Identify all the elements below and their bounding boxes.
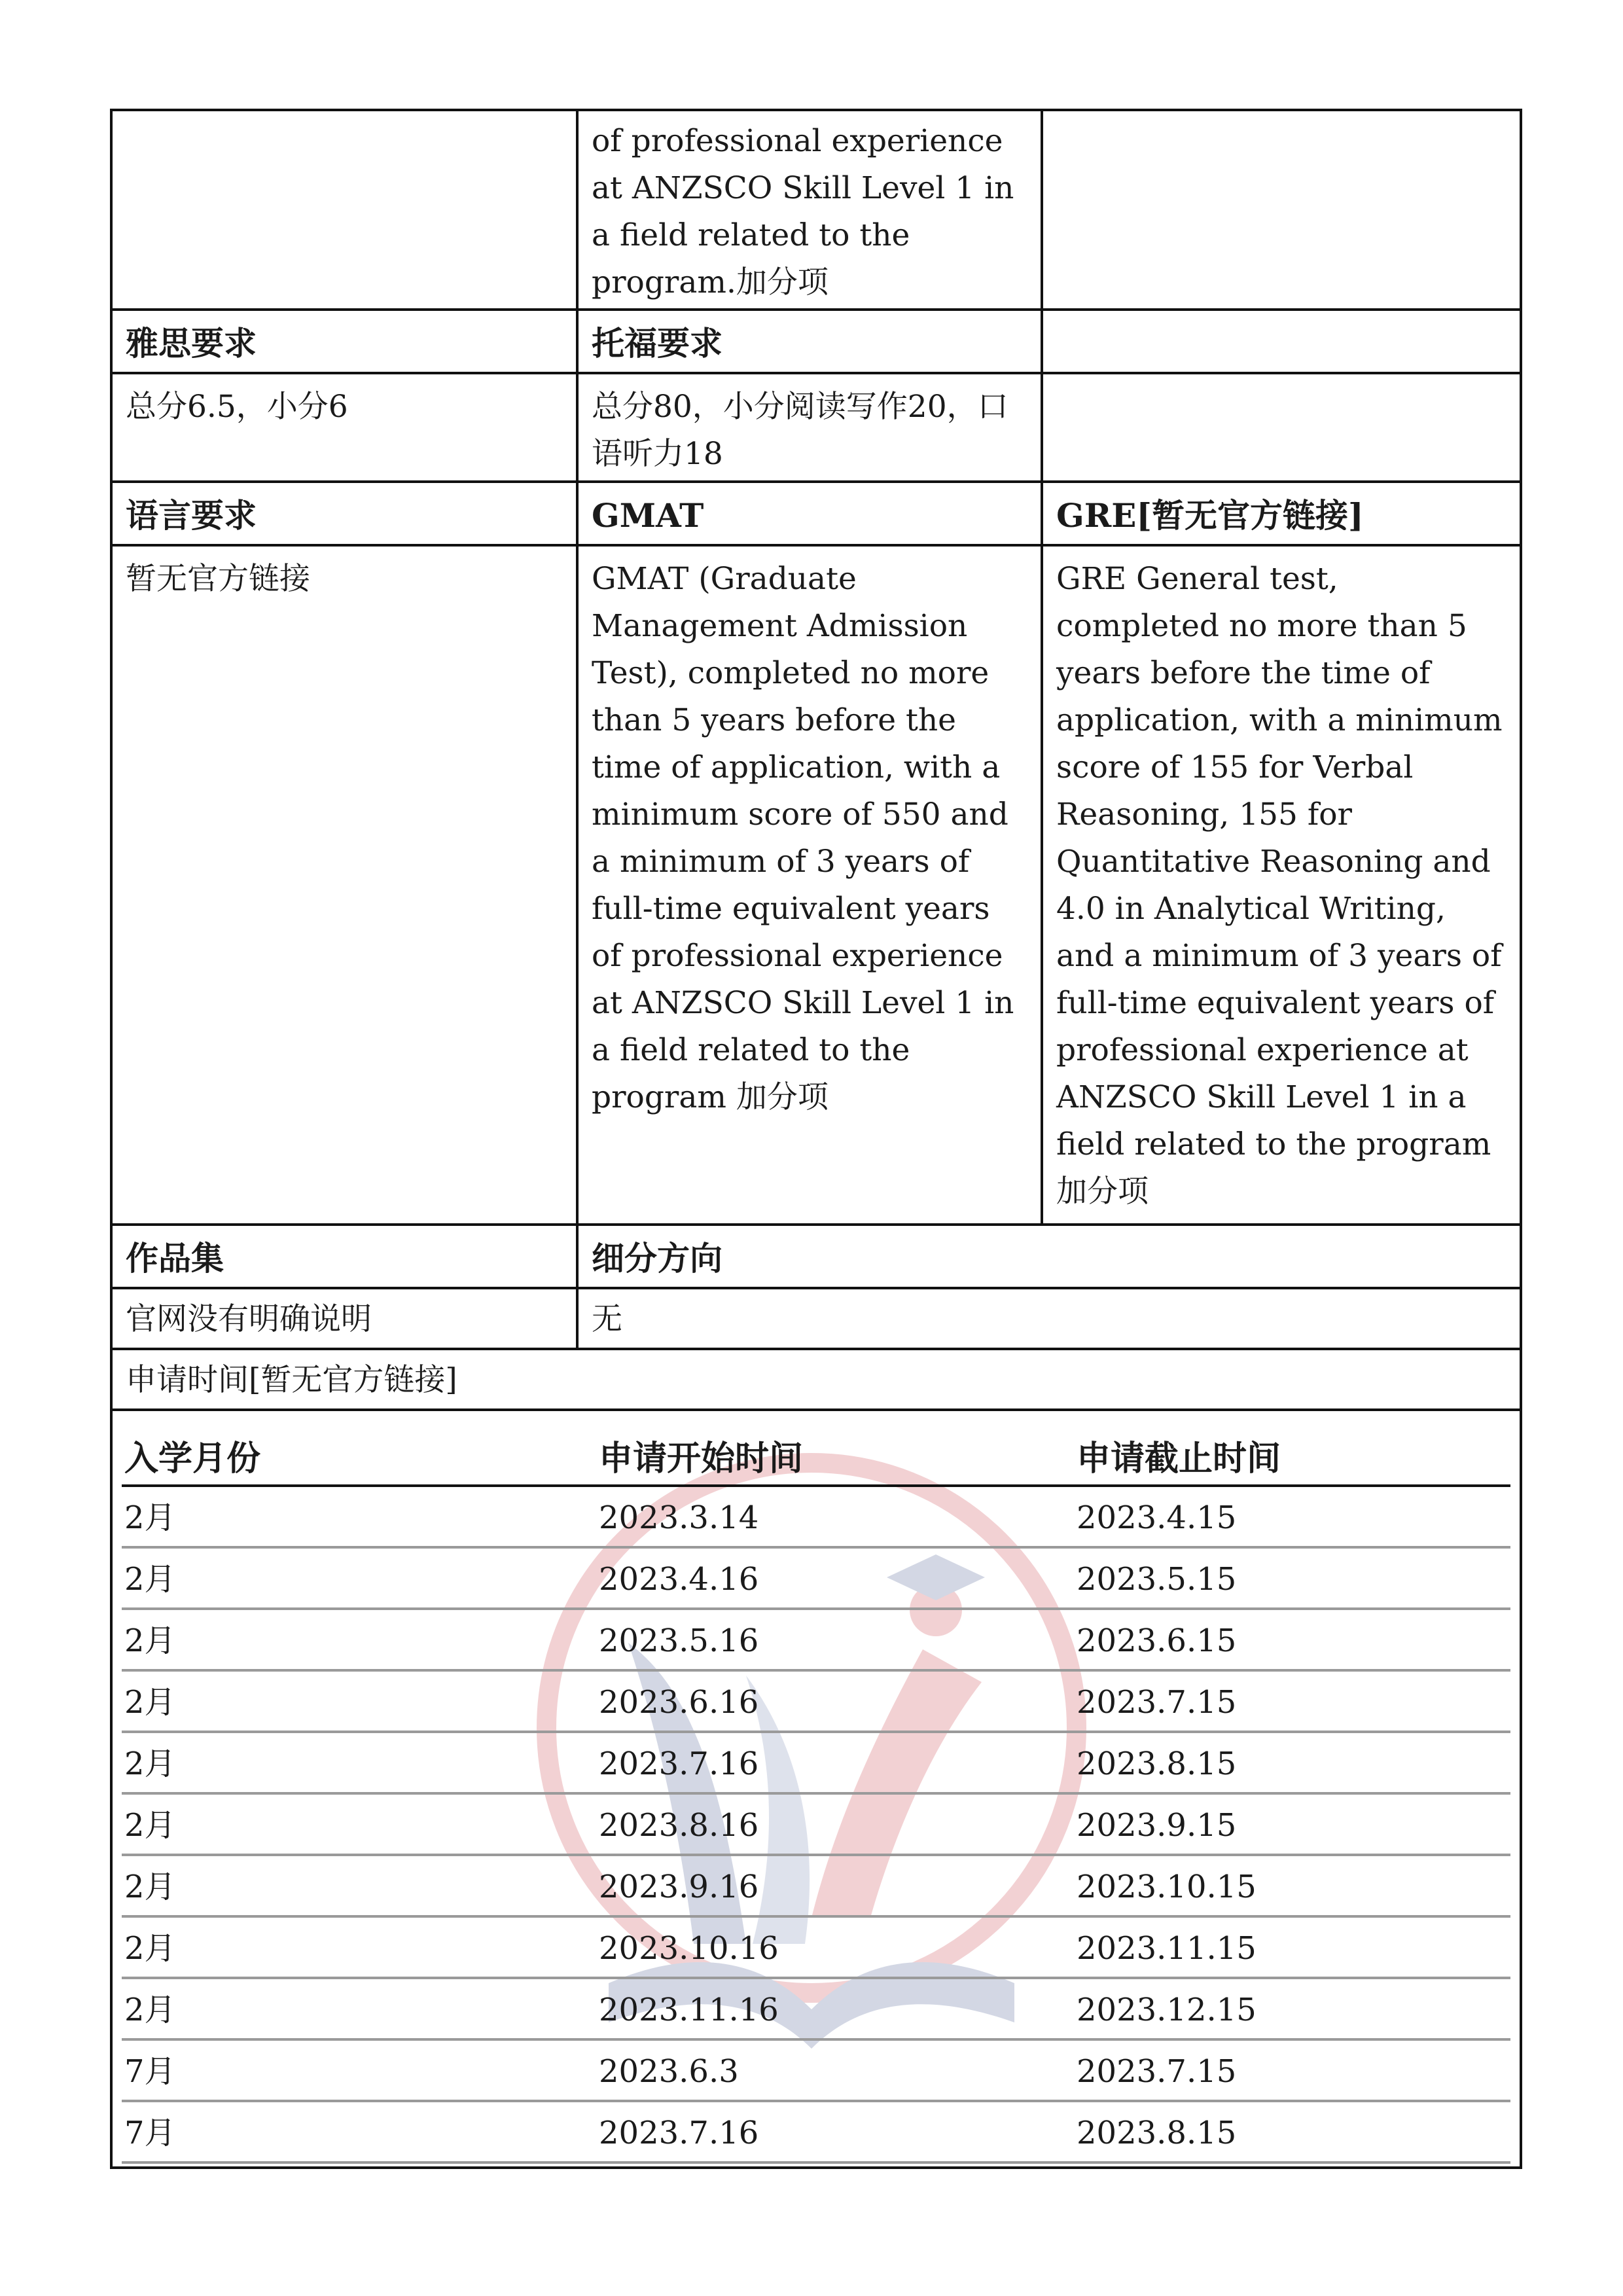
start-date: 2023.7.16: [599, 1746, 759, 1782]
deadline-date: 2023.9.15: [1077, 1807, 1237, 1844]
intake-month: 2月: [124, 1992, 176, 2028]
schedule-row: [122, 1487, 1510, 1549]
schedule-row: [122, 1795, 1510, 1856]
start-date: 2023.8.16: [599, 1807, 759, 1844]
toefl-value: 总分80，小分阅读写作20，口语听力18: [592, 389, 1008, 472]
start-date: 2023.10.16: [599, 1930, 779, 1967]
deadline-date: 2023.11.15: [1077, 1930, 1257, 1967]
start-date: 2023.6.16: [599, 1684, 759, 1721]
specialization-value: 无: [592, 1301, 622, 1337]
start-date: 2023.11.16: [599, 1992, 779, 2028]
start-date: 2023.7.16: [599, 2115, 759, 2151]
schedule-row: [122, 2102, 1510, 2164]
start-date: 2023.4.16: [599, 1561, 759, 1598]
portfolio-value: 官网没有明确说明: [126, 1301, 372, 1337]
professional-experience-cell: of professional experience at ANZSCO Skill Level 1 in a field related to the program.加分项: [592, 123, 1014, 300]
start-date: 2023.3.14: [599, 1499, 759, 1536]
schedule-row: [122, 1918, 1510, 1979]
gmat-header: GMAT: [592, 496, 704, 535]
gre-value: GRE General test, completed no more than 5 years before the time of application, with a minimum score of 155 for Verbal Reasoning, 155 for Quantitative Reasoning and 4.0 in Analytical Writing, and a minimum of 3 years of full-time equivalent years of professional experience at ANZSCO Skill Level 1 in a field related to the program 加分项: [1056, 561, 1503, 1210]
schedule-row: [122, 1856, 1510, 1918]
language-value: 暂无官方链接: [126, 561, 310, 597]
deadline-date: 2023.4.15: [1077, 1499, 1237, 1536]
intake-month: 2月: [124, 1684, 176, 1721]
row-divider: [110, 1408, 1522, 1411]
deadline-date: 2023.7.15: [1077, 2053, 1237, 2090]
portfolio-header: 作品集: [126, 1239, 224, 1278]
schedule-row: [122, 1549, 1510, 1610]
schedule-row: [122, 1733, 1510, 1795]
intake-month: 2月: [124, 1807, 176, 1844]
toefl-header: 托福要求: [592, 324, 722, 363]
schedule-row: [122, 1672, 1510, 1733]
intake-month: 2月: [124, 1561, 176, 1598]
language-header: 语言要求: [126, 496, 257, 535]
intake-month: 2月: [124, 1869, 176, 1905]
start-date: 2023.5.16: [599, 1623, 759, 1659]
intake-month: 2月: [124, 1623, 176, 1659]
intake-month: 7月: [124, 2115, 176, 2151]
deadline-date: 2023.8.15: [1077, 1746, 1237, 1782]
intake-month: 2月: [124, 1499, 176, 1536]
schedule-header-intake: 入学月份: [124, 1439, 261, 1479]
intake-month: 7月: [124, 2053, 176, 2090]
deadline-date: 2023.10.15: [1077, 1869, 1257, 1905]
schedule-row: [122, 2041, 1510, 2102]
ielts-value: 总分6.5，小分6: [126, 389, 348, 425]
schedule-header-deadline: 申请截止时间: [1077, 1439, 1281, 1479]
deadline-date: 2023.7.15: [1077, 1684, 1237, 1721]
deadline-date: 2023.6.15: [1077, 1623, 1237, 1659]
schedule-header-start: 申请开始时间: [599, 1439, 804, 1479]
schedule-row: [122, 1610, 1510, 1672]
intake-month: 2月: [124, 1930, 176, 1967]
gre-header: GRE[暂无官方链接]: [1056, 496, 1364, 535]
start-date: 2023.6.3: [599, 2053, 739, 2090]
gmat-value: GMAT (Graduate Management Admission Test), completed no more than 5 years before the time of application, with a minimum score of 550 and a minimum of 3 years of full-time equivalent years of professional experience at ANZSCO Skill Level 1 in a field related to the program 加分项: [592, 561, 1014, 1115]
application-time-title: 申请时间[暂无官方链接]: [126, 1362, 457, 1398]
start-date: 2023.9.16: [599, 1869, 759, 1905]
specialization-header: 细分方向: [592, 1239, 722, 1278]
intake-month: 2月: [124, 1746, 176, 1782]
schedule-row: [122, 1979, 1510, 2041]
deadline-date: 2023.12.15: [1077, 1992, 1257, 2028]
deadline-date: 2023.8.15: [1077, 2115, 1237, 2151]
ielts-header: 雅思要求: [126, 324, 257, 363]
deadline-date: 2023.5.15: [1077, 1561, 1237, 1598]
